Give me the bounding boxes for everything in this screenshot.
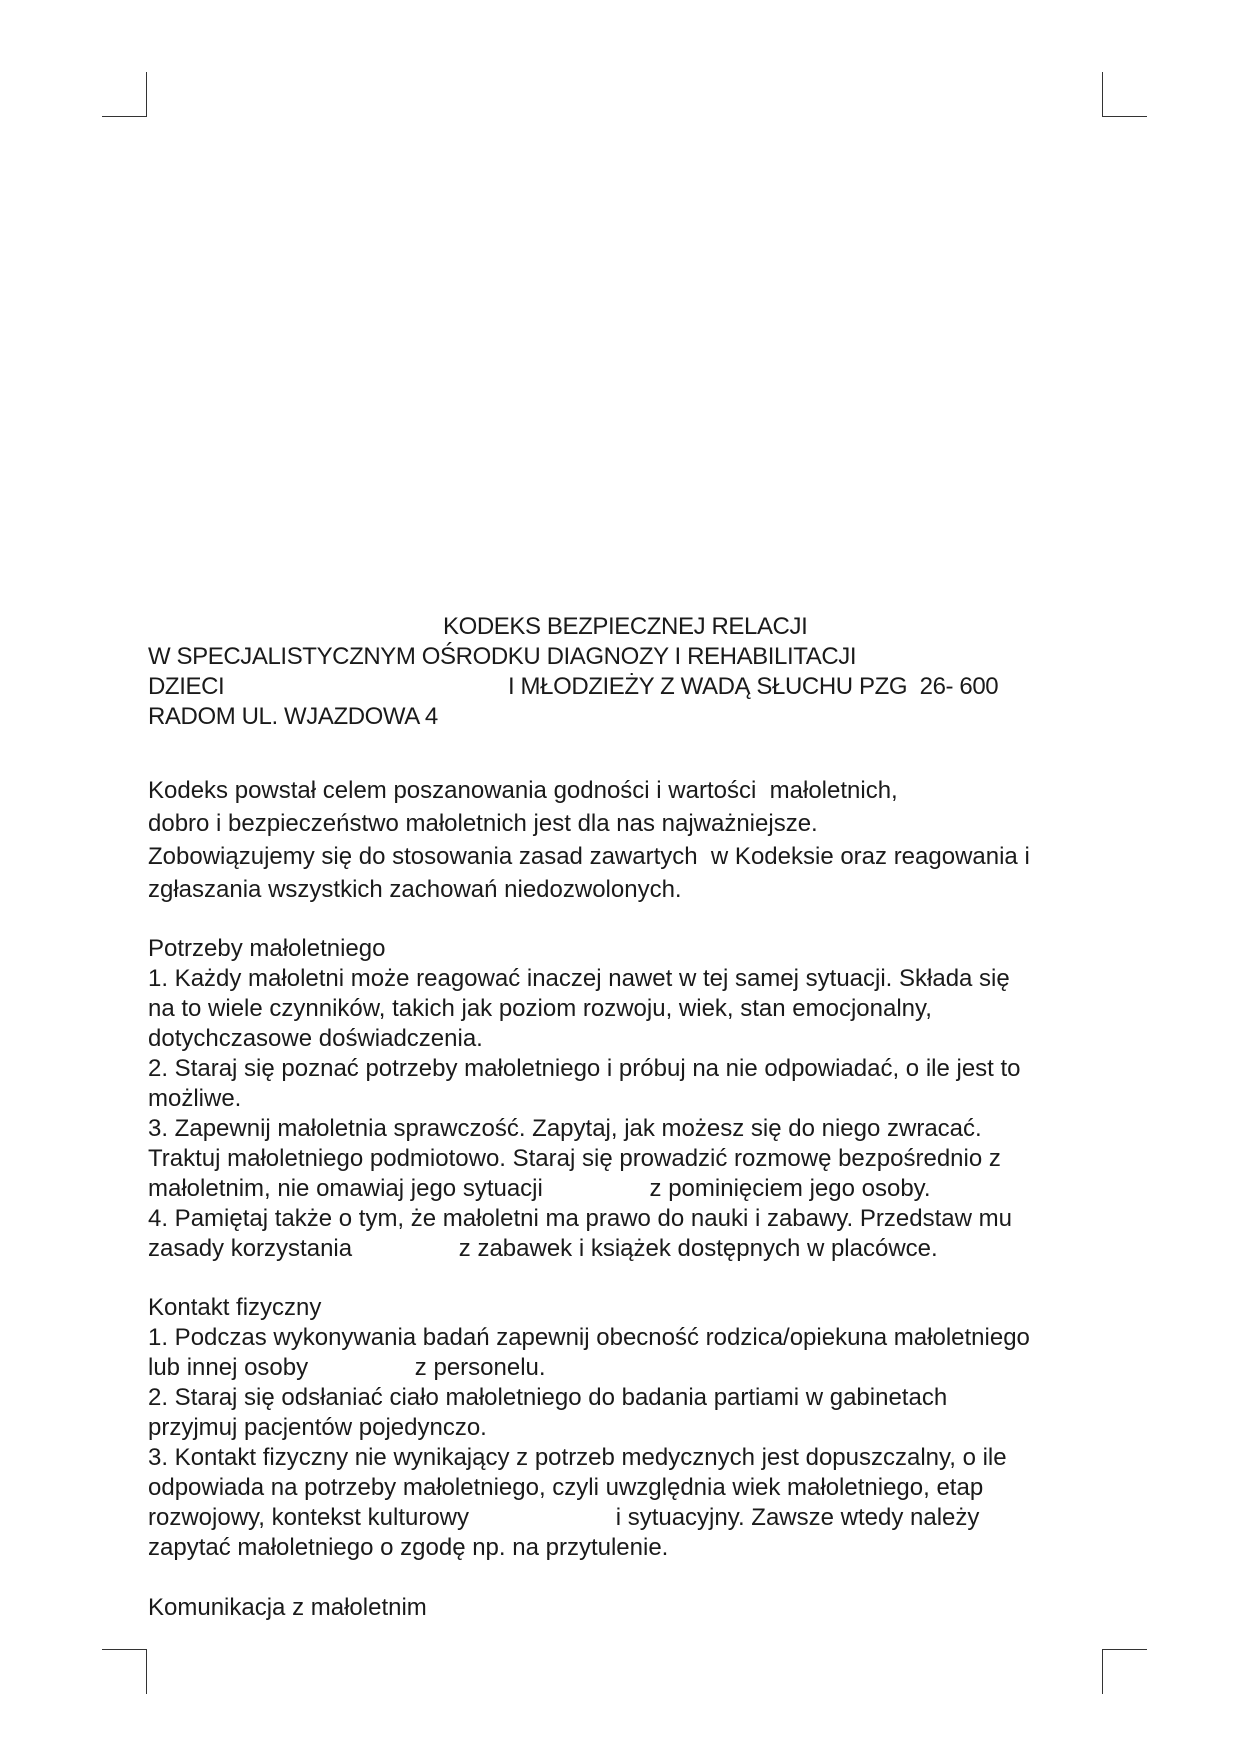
section-line: przyjmuj pacjentów pojedynczo.	[148, 1414, 487, 1441]
section-line: na to wiele czynników, takich jak poziom rozwoju, wiek, stan emocjonalny,	[148, 995, 932, 1022]
section-line: 2. Staraj się poznać potrzeby małoletniego i próbuj na nie odpowiadać, o ile jest to	[148, 1055, 1021, 1082]
crop-mark-bottom-left	[102, 1649, 147, 1694]
intro-line: Kodeks powstał celem poszanowania godności i wartości małoletnich,	[148, 777, 898, 804]
section-line: 1. Podczas wykonywania badań zapewnij obecność rodzica/opiekuna małoletniego	[148, 1324, 1030, 1351]
crop-mark-top-left	[102, 72, 147, 117]
crop-mark-bottom-right	[1102, 1649, 1147, 1694]
section-line: 3. Kontakt fizyczny nie wynikający z potrzeb medycznych jest dopuszczalny, o ile	[148, 1444, 1007, 1471]
section-line: zasady korzystania z zabawek i książek dostępnych w placówce.	[148, 1235, 938, 1262]
intro-line: Zobowiązujemy się do stosowania zasad zawartych w Kodeksie oraz reagowania i	[148, 843, 1030, 870]
section-line: dotychczasowe doświadczenia.	[148, 1025, 483, 1052]
section-line: możliwe.	[148, 1085, 242, 1112]
section-line: 4. Pamiętaj także o tym, że małoletni ma prawo do nauki i zabawy. Przedstaw mu	[148, 1205, 1012, 1232]
institution-address: RADOM UL. WJAZDOWA 4	[148, 703, 438, 730]
section-line: zapytać małoletniego o zgodę np. na przytulenie.	[148, 1534, 669, 1561]
intro-line: zgłaszania wszystkich zachowań niedozwolonych.	[148, 876, 682, 903]
section-heading: Kontakt fizyczny	[148, 1294, 322, 1321]
section-line: małoletnim, nie omawiaj jego sytuacji z pominięciem jego osoby.	[148, 1175, 931, 1202]
section-line: 3. Zapewnij małoletnia sprawczość. Zapytaj, jak możesz się do niego zwracać.	[148, 1115, 982, 1142]
section-line: odpowiada na potrzeby małoletniego, czyli uwzględnia wiek małoletniego, etap	[148, 1474, 984, 1501]
section-line: Traktuj małoletniego podmiotowo. Staraj się prowadzić rozmowę bezpośrednio z	[148, 1145, 1001, 1172]
intro-line: dobro i bezpieczeństwo małoletnich jest dla nas najważniejsze.	[148, 810, 818, 837]
section-heading: Komunikacja z małoletnim	[148, 1594, 427, 1621]
section-line: 2. Staraj się odsłaniać ciało małoletniego do badania partiami w gabinetach	[148, 1384, 948, 1411]
section-heading: Potrzeby małoletniego	[148, 935, 386, 962]
crop-mark-top-right	[1102, 72, 1147, 117]
institution-name-line-right: I MŁODZIEŻY Z WADĄ SŁUCHU PZG 26- 600	[508, 673, 999, 700]
document-title: KODEKS BEZPIECZNEJ RELACJI	[443, 613, 808, 640]
section-line: 1. Każdy małoletni może reagować inaczej nawet w tej samej sytuacji. Składa się	[148, 965, 1010, 992]
institution-name-line: W SPECJALISTYCZNYM OŚRODKU DIAGNOZY I REHABILITACJI	[148, 643, 857, 670]
section-line: lub innej osoby z personelu.	[148, 1354, 546, 1381]
section-line: rozwojowy, kontekst kulturowy i sytuacyjny. Zawsze wtedy należy	[148, 1504, 980, 1531]
institution-name-line-left: DZIECI	[148, 673, 225, 700]
